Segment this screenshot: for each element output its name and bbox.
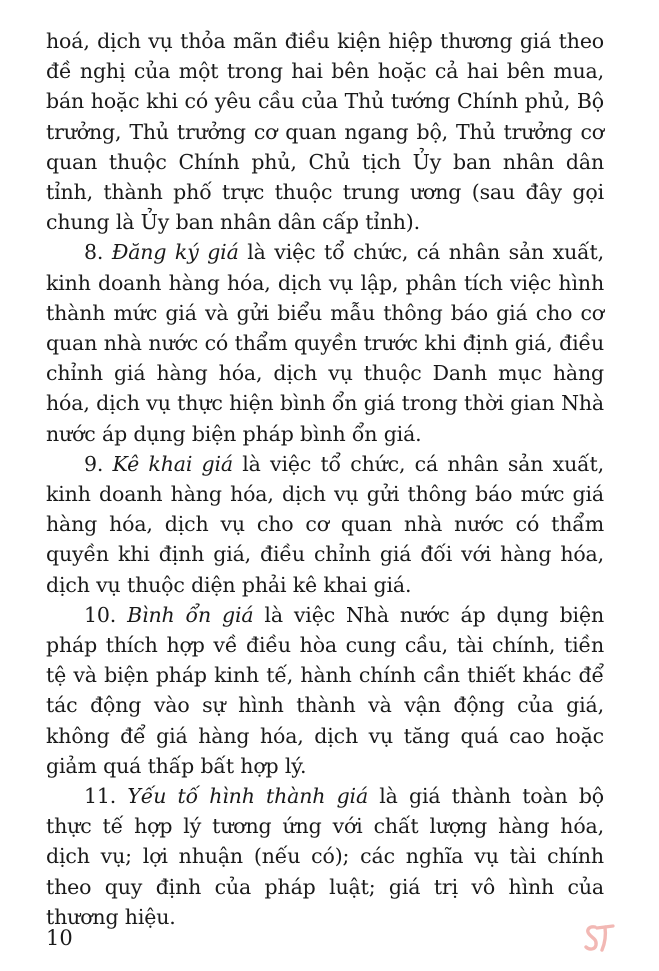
definition-term: Yếu tố hình thành giá	[127, 784, 369, 809]
definition-dang-ky-gia	[46, 237, 604, 448]
definition-text: là việc tổ chức, cá nhân sản xuất, kinh doanh hàng hóa, dịch vụ lập, phân tích việc hình thành mức giá và gửi biểu mẫu thông báo giá cho cơ quan nhà nước có thẩm quyền trước khi định giá, điều chỉnh giá hàng hóa, dịch vụ thuộc Danh mục hàng hóa, dịch vụ thực hiện bình ổn giá trong thời gian Nhà nước áp dụng biện pháp bình ổn giá.	[46, 240, 604, 446]
definition-binh-on-gia	[46, 600, 604, 781]
definition-number: 8.	[84, 240, 112, 265]
page-body	[46, 26, 604, 932]
definition-number: 9.	[84, 451, 113, 476]
definition-text: là giá thành toàn bộ thực tế hợp lý tương ứng với chất lượng hàng hóa, dịch vụ; lợi nhuận (nếu có); các nghĩa vụ tài chính theo quy định của pháp luật; giá trị vô hình của thương hiệu.	[46, 784, 604, 929]
definition-number: 10.	[84, 602, 128, 627]
paragraph-continuation	[46, 26, 604, 237]
page-number: 10	[46, 926, 73, 950]
definition-yeu-to-hinh-thanh-gia	[46, 781, 604, 932]
paragraph-text: hoá, dịch vụ thỏa mãn điều kiện hiệp thương giá theo đề nghị của một trong hai bên hoặc cả hai bên mua, bán hoặc khi có yêu cầu của Thủ tướng Chính phủ, Bộ trưởng, Thủ trưởng cơ quan ngang bộ, Thủ trưởng cơ quan thuộc Chính phủ, Chủ tịch Ủy ban nhân dân tỉnh, thành phố trực thuộc trung ương (sau đây gọi chung là Ủy ban nhân dân cấp tỉnh).	[46, 29, 604, 235]
definition-number: 11.	[84, 784, 128, 809]
definition-term: Đăng ký giá	[111, 240, 239, 265]
definition-term: Bình ổn giá	[127, 602, 254, 627]
definition-ke-khai-gia	[46, 449, 604, 600]
definition-text: là việc tổ chức, cá nhân sản xuất, kinh doanh hàng hóa, dịch vụ gửi thông báo mức giá hàng hóa, dịch vụ cho cơ quan nhà nước có thẩm quyền khi định giá, điều chỉnh giá đối với hàng hóa, dịch vụ thuộc diện phải kê khai giá.	[46, 451, 604, 597]
publisher-logo-icon	[582, 922, 616, 954]
definition-text: là việc Nhà nước áp dụng biện pháp thích hợp về điều hòa cung cầu, tài chính, tiền tệ và biện pháp kinh tế, hành chính cần thiết khác để tác động vào sự hình thành và vận động của giá, không để giá hàng hóa, dịch vụ tăng quá cao hoặc giảm quá thấp bất hợp lý.	[46, 602, 604, 778]
definition-term: Kê khai giá	[112, 451, 233, 476]
